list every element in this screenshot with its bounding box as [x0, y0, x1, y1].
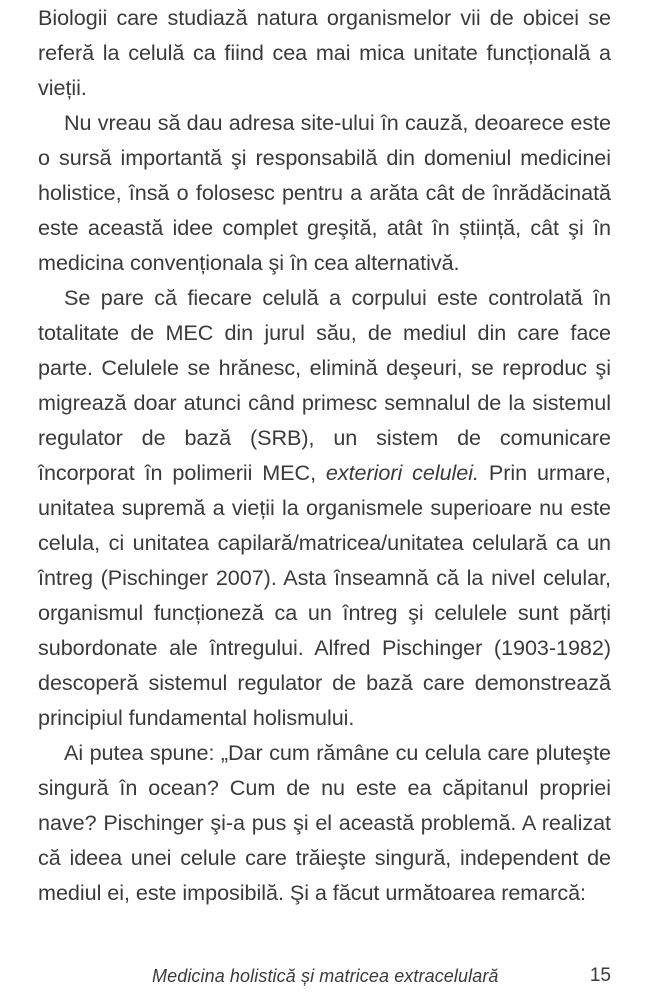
page-text-block [38, 0, 611, 910]
paragraph-2: Nu vreau să dau adresa site-ului în cauză, deoarece este o sursă importantă şi responsabilă din domeniul medicinei holistice, însă o folosesc pentru a arăta cât de înrădăcinată este această idee complet greşită, atât în știință, cât şi în medicina convenționala şi în cea alternativă. [38, 110, 611, 275]
footer-running-title: Medicina holistică și matricea extracelulară [152, 966, 499, 986]
footer-page-number: 15 [589, 965, 611, 986]
paragraph-1: Biologii care studiază natura organismelor vii de obicei se referă la celulă ca fiind cea mai mica unitate funcțională a vieții. [38, 5, 611, 100]
paragraph-3-text-after-italic: Prin urmare, unitatea supremă a vieții la organismele superioare nu este celula, ci unitatea capilară/matricea/unitatea celulară ca un întreg (Pischinger 2007). Asta înseamnă că la nivel celular, organismul funcționeză ca un întreg şi celulele sunt părți subordonate ale întregului. Alfred Pischinger (1903-1982) descoperă sistemul regulator de bază care demonstrează principiul fundamental holismului. [38, 460, 611, 730]
page-footer [38, 963, 611, 993]
paragraph-3-text-before-italic: Se pare că fiecare celulă a corpului este controlată în totalitate de MEC din jurul său, de mediul din care face parte. Celulele se hrănesc, elimină deşeuri, se reproduc şi migrează doar atunci când primesc semnalul de la sistemul regulator de bază (SRB), un sistem de comunicare încorporat în polimerii MEC, [38, 285, 611, 485]
paragraph-3 [38, 280, 611, 735]
paragraph-3-italic-phrase: exteriori celulei. [325, 460, 479, 485]
paragraph-4: Ai putea spune: „Dar cum rămâne cu celula care pluteşte singură în ocean? Cum de nu este ea căpitanul propriei nave? Pischinger şi-a pus şi el această problemă. A realizat că ideea unei celule care trăieşte singură, independent de mediul ei, este imposibilă. Şi a făcut următoarea remarcă: [38, 740, 611, 905]
